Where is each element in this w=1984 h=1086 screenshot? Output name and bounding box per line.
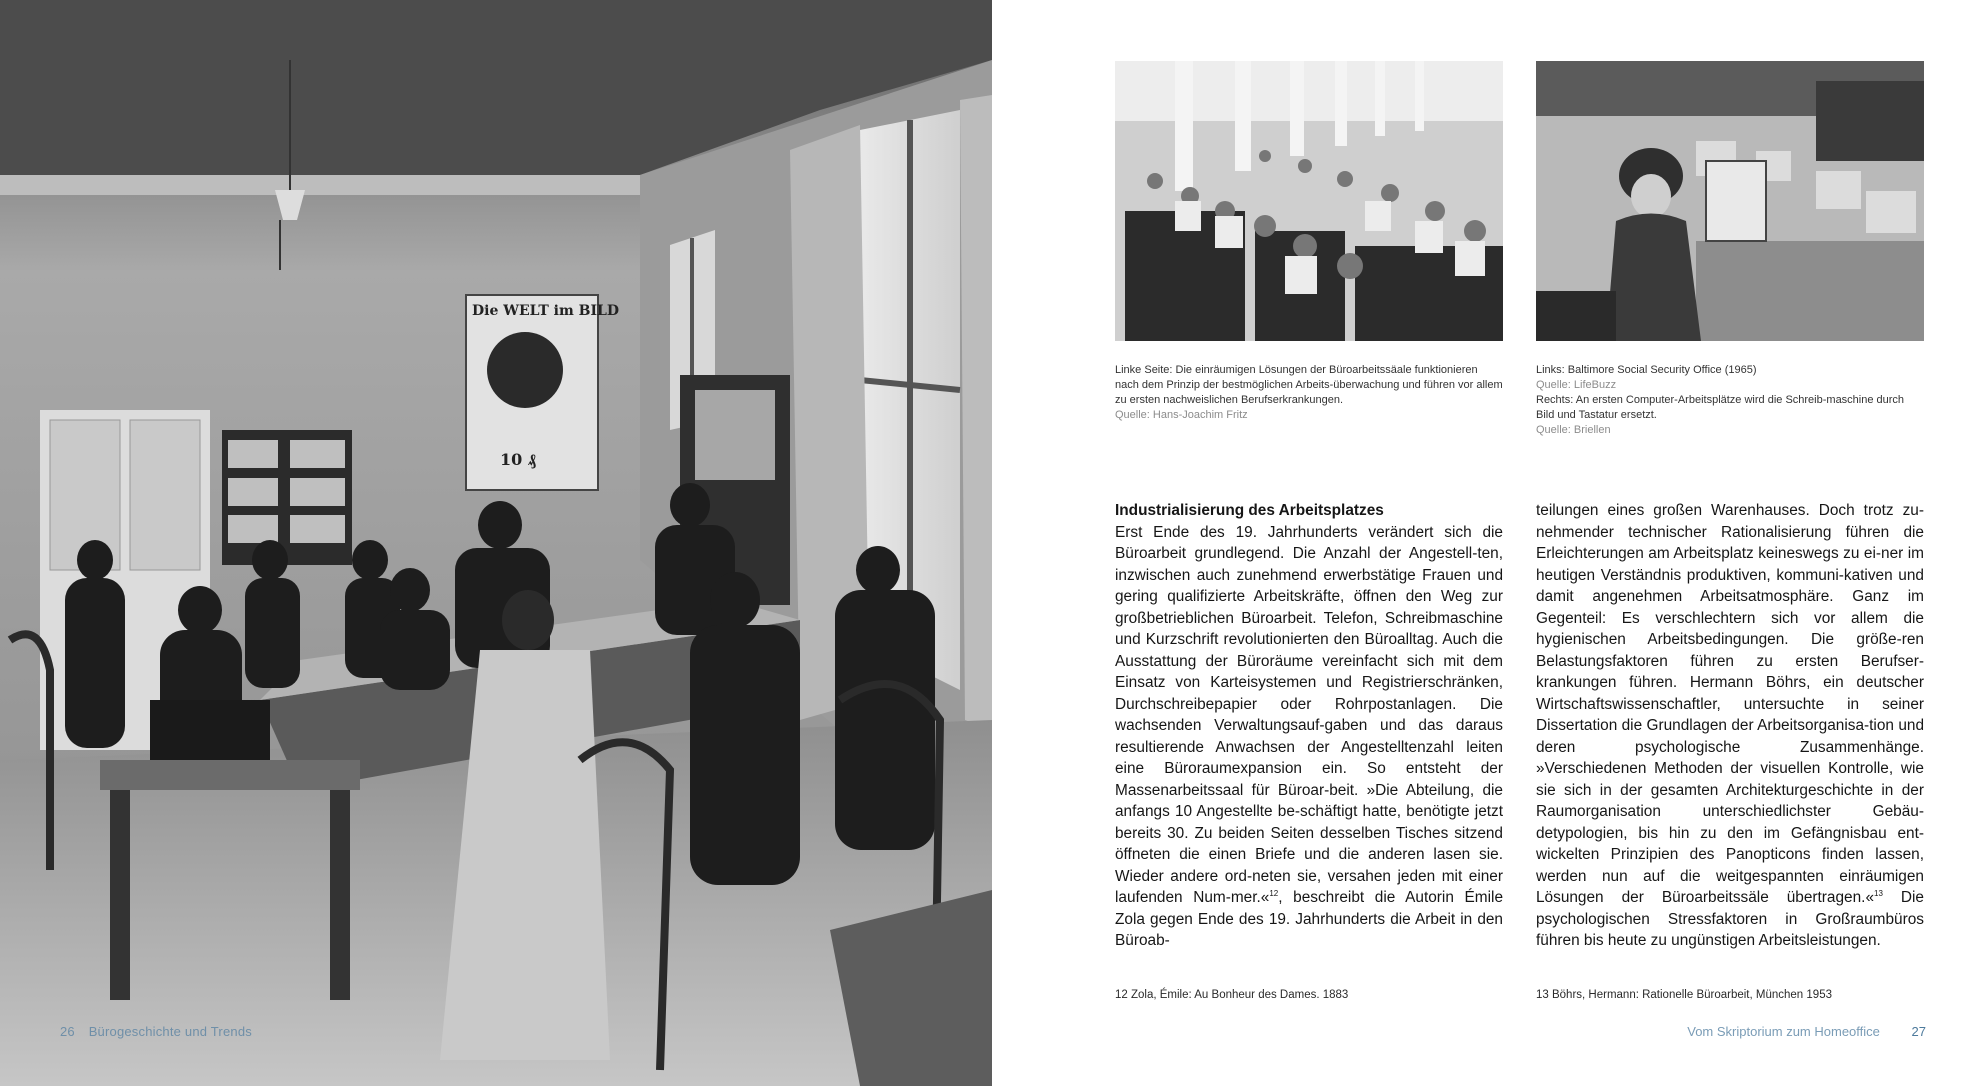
computer-workstation-photo [1536, 61, 1924, 341]
col2-text-part1: teilungen eines großen Warenhauses. Doch trotz zu-nehmender technischer Rationalisierung führen die Erleichterungen am Arbeitsplatz keineswegs zu ei-ner im heutigen Verständnis produktiven, kommuni-kativen und damit angenehmen Arbeitsatmosphäre. Ganz im Gegenteil: Es verschlechtern sich vor allem die hygienischen Arbeitsbedingungen. Die größe-ren Belastungsfaktoren führen zu ersten Berufser-krankungen führen. Hermann Böhrs, ein deutscher Wirtschaftswissenschaftler, untersuchte in seiner Dissertation die Grundlagen der Arbeitsorganisa-tion und deren psychologische Zusammenhänge. »Verschiedenen Methoden der visuellen Kontrolle, wie sie sich in der gesamten Architekturgeschichte in der Raumorganisation unterschiedlichster Gebäu-detypologien, bis hin zu den im Gefängnisbau ent-wickelten Prinzipien des Panopticons finden lassen, werden nun auf die weitgespannten einräumigen Lösungen der Büroarbeitssäle übertragen.« [1536, 502, 1924, 906]
left-folio [60, 1024, 252, 1039]
caption-right-source1: Quelle: LifeBuzz [1536, 379, 1617, 391]
caption-right [1536, 363, 1924, 438]
footnote-ref-13: 13 [1874, 888, 1883, 898]
caption-left-source: Quelle: Hans-Joachim Fritz [1115, 409, 1248, 421]
caption-left [1115, 363, 1503, 423]
col2-text-part2: Die psychologischen Stressfaktoren in Großraumbüros führen bis heute zu ungünstigen Arbeitsleistungen. [1536, 889, 1924, 949]
typing-pool-photo [1115, 61, 1503, 341]
poster-price: 10 ₰ [500, 450, 536, 469]
col1-text-part2: , beschreibt die Autorin Émile Zola gegen Ende des 19. Jahrhunderts die Arbeit in den Büroab- [1115, 889, 1504, 949]
caption-right-line1: Links: Baltimore Social Security Office (1965) [1536, 364, 1757, 376]
poster-title: Die WELT im BILD [472, 303, 619, 319]
article-column-2 [1536, 500, 1924, 952]
article-heading: Industrialisierung des Arbeitsplatzes [1115, 502, 1384, 519]
left-page-number: 26 [60, 1024, 75, 1039]
caption-left-text: Linke Seite: Die einräumigen Lösungen der Büroarbeitssäale funktionieren nach dem Prinzip der bestmöglichen Arbeits-überwachung und führen vor allem zu ersten nachweislichen Berufserkrankungen. [1115, 364, 1503, 406]
article-col1-text [1115, 522, 1503, 952]
article-col2-text [1536, 500, 1924, 952]
right-page-number: 27 [1911, 1024, 1926, 1039]
article-column-1 [1115, 500, 1503, 952]
footnote-13: 13 Böhrs, Hermann: Rationelle Büroarbeit, München 1953 [1536, 989, 1832, 1001]
footnote-ref-12: 12 [1269, 888, 1279, 898]
caption-right-line2: Rechts: An ersten Computer-Arbeitsplätze wird die Schreib-maschine durch Bild und Tastatur ersetzt. [1536, 394, 1905, 421]
footnote-12: 12 Zola, Émile: Au Bonheur des Dames. 1883 [1115, 989, 1349, 1001]
right-running-title: Vom Skriptorium zum Homeoffice [1687, 1024, 1880, 1039]
col1-text-part1: Erst Ende des 19. Jahrhunderts verändert sich die Büroarbeit grundlegend. Die Anzahl der Angestell-ten, inzwischen auch zunehmend erwerbstätige Frauen und gering qualifizierte Arbeitskräfte, öffnen den Weg zur großbetrieblichen Büroarbeit. Telefon, Schreibmaschine und Kurzschrift revolutionierten den Büroalltag. Auch die Ausstattung der Büroräume vereinfacht sich mit dem Einsatz von Karteisystemen und Registrierschränken, Durchschreibepapier oder Rohrpostanlagen. Die wachsenden Verwaltungsauf-gaben und das daraus resultierende Anwachsen der Angestelltenzahl leiten eine Büroraumexpansion ein. So entsteht der Massenarbeitssaal für Büroar-beit. »Die Abteilung, die anfangs 10 Angestellte be-schäftigt hatte, benötigte jetzt bereits 30. Zu beiden Seiten desselben Tisches sitzend öffneten die einen Briefe und die anderen lasen sie. Wieder andere ord-neten sie, versahen jeden mit einer laufenden Num-mer.« [1115, 523, 1503, 906]
right-folio [1687, 1024, 1926, 1039]
left-running-title: Bürogeschichte und Trends [88, 1024, 252, 1039]
caption-right-source2: Quelle: Briellen [1536, 424, 1611, 436]
